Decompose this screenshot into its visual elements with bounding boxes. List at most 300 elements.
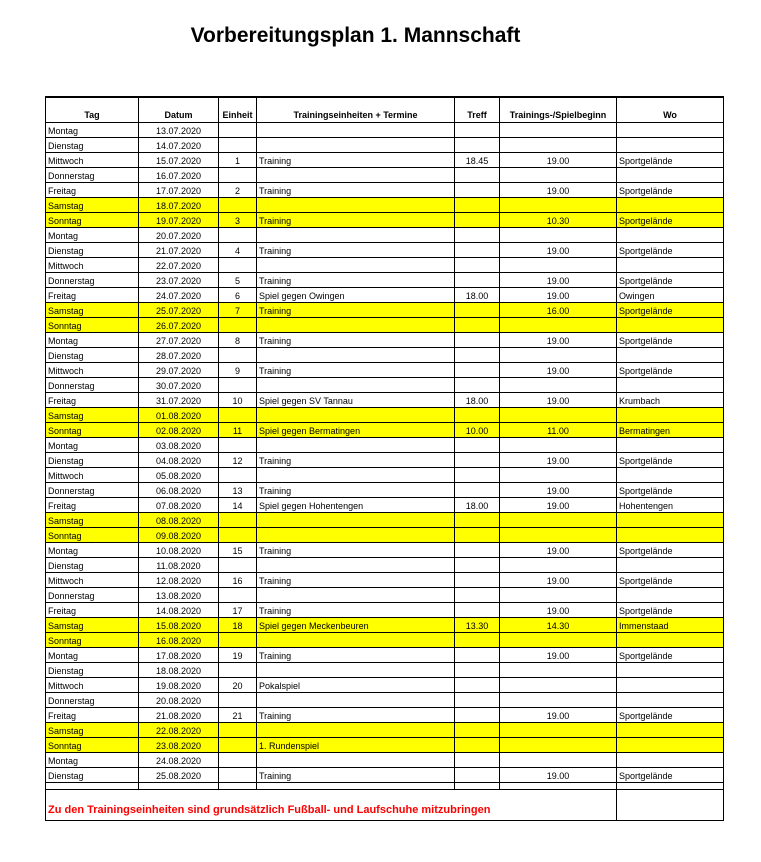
cell-wo: Sportgelände	[617, 603, 724, 618]
cell-datum: 27.07.2020	[139, 333, 219, 348]
cell-einheit: 13	[219, 483, 257, 498]
cell-beginn	[500, 168, 617, 183]
cell-training: Training	[257, 708, 455, 723]
cell-beginn: 19.00	[500, 393, 617, 408]
cell-training: Training	[257, 333, 455, 348]
table-row	[46, 498, 724, 513]
cell-treff: 18.00	[455, 498, 500, 513]
cell-training	[257, 723, 455, 738]
cell-beginn: 19.00	[500, 183, 617, 198]
cell-tag: Samstag	[46, 723, 139, 738]
cell-tag: Montag	[46, 543, 139, 558]
table-row	[46, 348, 724, 363]
cell-treff	[455, 468, 500, 483]
cell-tag: Mittwoch	[46, 678, 139, 693]
cell-tag: Donnerstag	[46, 588, 139, 603]
cell-einheit	[219, 528, 257, 543]
cell-tag: Dienstag	[46, 663, 139, 678]
cell-tag: Dienstag	[46, 768, 139, 783]
cell-training: Training	[257, 603, 455, 618]
cell-wo: Immenstaad	[617, 618, 724, 633]
cell-einheit	[219, 753, 257, 768]
cell-treff: 18.00	[455, 393, 500, 408]
cell-beginn	[500, 678, 617, 693]
cell-wo: Sportgelände	[617, 648, 724, 663]
cell-wo	[617, 663, 724, 678]
cell-einheit: 4	[219, 243, 257, 258]
table-row	[46, 753, 724, 768]
cell-beginn	[500, 258, 617, 273]
cell-tag: Samstag	[46, 303, 139, 318]
cell-tag: Montag	[46, 753, 139, 768]
cell-treff	[455, 678, 500, 693]
cell-training	[257, 228, 455, 243]
cell-training	[257, 753, 455, 768]
cell-wo	[617, 723, 724, 738]
cell-beginn	[500, 198, 617, 213]
table-row	[46, 198, 724, 213]
cell-training: Spiel gegen Bermatingen	[257, 423, 455, 438]
cell-wo	[617, 198, 724, 213]
cell-tag: Samstag	[46, 198, 139, 213]
cell-beginn: 19.00	[500, 498, 617, 513]
cell-training: Pokalspiel	[257, 678, 455, 693]
cell-wo: Sportgelände	[617, 768, 724, 783]
table-row	[46, 423, 724, 438]
cell-einheit	[219, 378, 257, 393]
cell-wo: Sportgelände	[617, 453, 724, 468]
cell-datum: 28.07.2020	[139, 348, 219, 363]
cell-datum: 12.08.2020	[139, 573, 219, 588]
cell-training: Training	[257, 363, 455, 378]
cell-wo	[617, 678, 724, 693]
table-row	[46, 318, 724, 333]
cell-tag: Sonntag	[46, 528, 139, 543]
cell-beginn: 19.00	[500, 333, 617, 348]
header-tag: Tag	[46, 97, 139, 123]
cell-datum: 01.08.2020	[139, 408, 219, 423]
table-row	[46, 333, 724, 348]
table-row	[46, 618, 724, 633]
cell-wo: Sportgelände	[617, 483, 724, 498]
cell-training	[257, 513, 455, 528]
footer-note: Zu den Trainingseinheiten sind grundsätzlich Fußball- und Laufschuhe mitzubringen	[46, 790, 617, 821]
cell-tag: Dienstag	[46, 138, 139, 153]
cell-tag: Donnerstag	[46, 483, 139, 498]
cell-datum: 19.07.2020	[139, 213, 219, 228]
cell-beginn	[500, 438, 617, 453]
header-treff: Treff	[455, 97, 500, 123]
cell-training	[257, 468, 455, 483]
cell-datum: 30.07.2020	[139, 378, 219, 393]
cell-tag: Freitag	[46, 393, 139, 408]
cell-tag: Donnerstag	[46, 378, 139, 393]
cell-datum: 23.07.2020	[139, 273, 219, 288]
cell-treff	[455, 543, 500, 558]
cell-wo: Sportgelände	[617, 273, 724, 288]
header-training: Trainingseinheiten + Termine	[257, 97, 455, 123]
cell-tag: Sonntag	[46, 738, 139, 753]
cell-training: Training	[257, 453, 455, 468]
cell-tag: Dienstag	[46, 558, 139, 573]
table-row	[46, 513, 724, 528]
table-row	[46, 228, 724, 243]
cell-training	[257, 138, 455, 153]
cell-datum: 15.07.2020	[139, 153, 219, 168]
cell-tag: Mittwoch	[46, 153, 139, 168]
cell-datum: 18.07.2020	[139, 198, 219, 213]
cell-tag: Freitag	[46, 498, 139, 513]
cell-treff: 10.00	[455, 423, 500, 438]
cell-einheit: 11	[219, 423, 257, 438]
cell-treff	[455, 213, 500, 228]
cell-datum: 20.07.2020	[139, 228, 219, 243]
cell-einheit: 15	[219, 543, 257, 558]
cell-training: Spiel gegen Owingen	[257, 288, 455, 303]
header-wo: Wo	[617, 97, 724, 123]
cell-datum: 31.07.2020	[139, 393, 219, 408]
cell-wo: Sportgelände	[617, 213, 724, 228]
cell-einheit	[219, 633, 257, 648]
cell-wo: Sportgelände	[617, 708, 724, 723]
cell-training: Training	[257, 483, 455, 498]
table-row	[46, 603, 724, 618]
cell-datum: 25.07.2020	[139, 303, 219, 318]
table-row	[46, 378, 724, 393]
cell-wo	[617, 378, 724, 393]
table-row	[46, 678, 724, 693]
cell-treff	[455, 738, 500, 753]
cell-einheit	[219, 228, 257, 243]
cell-wo: Sportgelände	[617, 543, 724, 558]
cell-datum: 16.08.2020	[139, 633, 219, 648]
table-row	[46, 453, 724, 468]
cell-treff	[455, 378, 500, 393]
cell-training: Training	[257, 213, 455, 228]
table-row	[46, 468, 724, 483]
cell-wo	[617, 318, 724, 333]
cell-tag: Donnerstag	[46, 273, 139, 288]
cell-treff	[455, 408, 500, 423]
table-row	[46, 183, 724, 198]
cell-einheit	[219, 723, 257, 738]
cell-training: Training	[257, 243, 455, 258]
cell-beginn: 14.30	[500, 618, 617, 633]
cell-training	[257, 408, 455, 423]
cell-tag: Montag	[46, 333, 139, 348]
table-row	[46, 288, 724, 303]
cell-datum: 24.07.2020	[139, 288, 219, 303]
cell-beginn	[500, 753, 617, 768]
cell-wo: Sportgelände	[617, 183, 724, 198]
cell-datum: 02.08.2020	[139, 423, 219, 438]
cell-beginn	[500, 378, 617, 393]
cell-datum: 10.08.2020	[139, 543, 219, 558]
header-beginn: Trainings-/Spielbeginn	[500, 97, 617, 123]
cell-beginn: 19.00	[500, 243, 617, 258]
cell-einheit	[219, 123, 257, 138]
cell-einheit: 14	[219, 498, 257, 513]
cell-beginn	[500, 513, 617, 528]
cell-training: Training	[257, 648, 455, 663]
cell-einheit	[219, 258, 257, 273]
cell-datum: 13.07.2020	[139, 123, 219, 138]
cell-einheit: 6	[219, 288, 257, 303]
cell-training	[257, 663, 455, 678]
table-row	[46, 213, 724, 228]
cell-training: Training	[257, 768, 455, 783]
cell-beginn	[500, 588, 617, 603]
cell-treff	[455, 198, 500, 213]
cell-tag: Mittwoch	[46, 573, 139, 588]
cell-treff	[455, 573, 500, 588]
cell-datum: 25.08.2020	[139, 768, 219, 783]
cell-beginn: 19.00	[500, 708, 617, 723]
table-row	[46, 633, 724, 648]
cell-beginn: 19.00	[500, 453, 617, 468]
header-einheit: Einheit	[219, 97, 257, 123]
cell-beginn	[500, 738, 617, 753]
cell-wo	[617, 588, 724, 603]
cell-wo: Krumbach	[617, 393, 724, 408]
table-row	[46, 528, 724, 543]
cell-wo	[617, 258, 724, 273]
table-row	[46, 573, 724, 588]
table-row	[46, 273, 724, 288]
cell-tag: Donnerstag	[46, 168, 139, 183]
cell-einheit	[219, 168, 257, 183]
cell-einheit	[219, 318, 257, 333]
cell-wo	[617, 738, 724, 753]
table-row	[46, 258, 724, 273]
cell-beginn	[500, 558, 617, 573]
cell-treff	[455, 363, 500, 378]
cell-einheit	[219, 438, 257, 453]
cell-datum: 21.08.2020	[139, 708, 219, 723]
cell-beginn: 19.00	[500, 768, 617, 783]
cell-treff	[455, 633, 500, 648]
table-row	[46, 708, 724, 723]
cell-datum: 04.08.2020	[139, 453, 219, 468]
cell-tag: Samstag	[46, 408, 139, 423]
cell-einheit	[219, 198, 257, 213]
cell-training	[257, 633, 455, 648]
cell-training: 1. Rundenspiel	[257, 738, 455, 753]
table-row	[46, 648, 724, 663]
cell-einheit	[219, 663, 257, 678]
cell-wo	[617, 123, 724, 138]
cell-training	[257, 123, 455, 138]
cell-treff	[455, 558, 500, 573]
cell-tag: Freitag	[46, 603, 139, 618]
cell-treff	[455, 588, 500, 603]
cell-treff	[455, 168, 500, 183]
cell-einheit: 5	[219, 273, 257, 288]
cell-tag: Sonntag	[46, 633, 139, 648]
cell-wo	[617, 753, 724, 768]
cell-wo	[617, 468, 724, 483]
cell-beginn: 19.00	[500, 603, 617, 618]
cell-beginn: 19.00	[500, 363, 617, 378]
cell-datum: 29.07.2020	[139, 363, 219, 378]
cell-datum: 14.08.2020	[139, 603, 219, 618]
table-row	[46, 363, 724, 378]
cell-beginn: 19.00	[500, 573, 617, 588]
cell-treff	[455, 273, 500, 288]
cell-einheit: 12	[219, 453, 257, 468]
cell-beginn: 19.00	[500, 273, 617, 288]
cell-treff	[455, 258, 500, 273]
cell-datum: 18.08.2020	[139, 663, 219, 678]
cell-datum: 09.08.2020	[139, 528, 219, 543]
page-title: Vorbereitungsplan 1. Mannschaft	[190, 24, 521, 47]
table-row	[46, 558, 724, 573]
cell-einheit	[219, 738, 257, 753]
cell-treff	[455, 663, 500, 678]
cell-wo	[617, 438, 724, 453]
cell-tag: Freitag	[46, 708, 139, 723]
cell-wo: Sportgelände	[617, 303, 724, 318]
cell-einheit	[219, 138, 257, 153]
cell-einheit	[219, 768, 257, 783]
cell-training: Spiel gegen Meckenbeuren	[257, 618, 455, 633]
cell-datum: 14.07.2020	[139, 138, 219, 153]
cell-wo	[617, 168, 724, 183]
cell-training: Training	[257, 573, 455, 588]
cell-wo	[617, 693, 724, 708]
cell-treff	[455, 123, 500, 138]
table-row	[46, 408, 724, 423]
cell-datum: 20.08.2020	[139, 693, 219, 708]
cell-treff	[455, 513, 500, 528]
cell-einheit: 8	[219, 333, 257, 348]
cell-training	[257, 528, 455, 543]
cell-datum: 16.07.2020	[139, 168, 219, 183]
cell-beginn	[500, 123, 617, 138]
cell-wo: Sportgelände	[617, 333, 724, 348]
cell-beginn	[500, 348, 617, 363]
cell-treff	[455, 348, 500, 363]
cell-wo: Sportgelände	[617, 573, 724, 588]
cell-training	[257, 558, 455, 573]
cell-treff	[455, 243, 500, 258]
cell-datum: 07.08.2020	[139, 498, 219, 513]
cell-treff	[455, 333, 500, 348]
cell-wo	[617, 138, 724, 153]
cell-tag: Samstag	[46, 618, 139, 633]
cell-training	[257, 258, 455, 273]
cell-tag: Montag	[46, 438, 139, 453]
cell-datum: 22.07.2020	[139, 258, 219, 273]
cell-beginn: 19.00	[500, 483, 617, 498]
cell-wo	[617, 633, 724, 648]
cell-training: Spiel gegen Hohentengen	[257, 498, 455, 513]
cell-treff	[455, 768, 500, 783]
table-row	[46, 123, 724, 138]
cell-wo: Owingen	[617, 288, 724, 303]
table-row	[46, 243, 724, 258]
cell-einheit: 17	[219, 603, 257, 618]
cell-training	[257, 348, 455, 363]
cell-treff	[455, 228, 500, 243]
cell-einheit: 18	[219, 618, 257, 633]
cell-treff: 18.00	[455, 288, 500, 303]
cell-einheit	[219, 468, 257, 483]
cell-training: Training	[257, 183, 455, 198]
cell-training: Spiel gegen SV Tannau	[257, 393, 455, 408]
table-row	[46, 738, 724, 753]
cell-datum: 23.08.2020	[139, 738, 219, 753]
cell-datum: 11.08.2020	[139, 558, 219, 573]
cell-einheit: 21	[219, 708, 257, 723]
table-row	[46, 693, 724, 708]
cell-wo	[617, 558, 724, 573]
cell-einheit	[219, 558, 257, 573]
cell-tag: Donnerstag	[46, 693, 139, 708]
table-row	[46, 393, 724, 408]
table-row	[46, 168, 724, 183]
cell-einheit	[219, 693, 257, 708]
cell-beginn: 19.00	[500, 288, 617, 303]
cell-tag: Sonntag	[46, 213, 139, 228]
cell-beginn: 16.00	[500, 303, 617, 318]
note-row	[46, 790, 724, 821]
table-row	[46, 153, 724, 168]
cell-treff	[455, 528, 500, 543]
cell-training	[257, 318, 455, 333]
cell-training	[257, 168, 455, 183]
cell-beginn	[500, 228, 617, 243]
cell-training	[257, 198, 455, 213]
cell-wo: Bermatingen	[617, 423, 724, 438]
cell-tag: Montag	[46, 228, 139, 243]
table-row	[46, 663, 724, 678]
cell-einheit: 2	[219, 183, 257, 198]
cell-einheit: 10	[219, 393, 257, 408]
cell-datum: 13.08.2020	[139, 588, 219, 603]
cell-training: Training	[257, 153, 455, 168]
table-row	[46, 588, 724, 603]
cell-wo	[617, 528, 724, 543]
cell-beginn	[500, 468, 617, 483]
cell-einheit	[219, 588, 257, 603]
table-row	[46, 723, 724, 738]
cell-wo	[617, 408, 724, 423]
table-row	[46, 138, 724, 153]
cell-tag: Mittwoch	[46, 468, 139, 483]
cell-training: Training	[257, 543, 455, 558]
note-empty-cell	[617, 790, 724, 821]
cell-beginn	[500, 723, 617, 738]
cell-beginn	[500, 693, 617, 708]
schedule-table	[45, 96, 724, 821]
cell-beginn	[500, 408, 617, 423]
cell-wo: Hohentengen	[617, 498, 724, 513]
cell-wo: Sportgelände	[617, 153, 724, 168]
cell-datum: 26.07.2020	[139, 318, 219, 333]
cell-tag: Freitag	[46, 288, 139, 303]
cell-datum: 05.08.2020	[139, 468, 219, 483]
cell-datum: 06.08.2020	[139, 483, 219, 498]
cell-tag: Sonntag	[46, 423, 139, 438]
cell-datum: 21.07.2020	[139, 243, 219, 258]
table-row	[46, 303, 724, 318]
cell-treff	[455, 483, 500, 498]
cell-treff	[455, 303, 500, 318]
cell-einheit: 19	[219, 648, 257, 663]
cell-tag: Samstag	[46, 513, 139, 528]
cell-tag: Mittwoch	[46, 363, 139, 378]
